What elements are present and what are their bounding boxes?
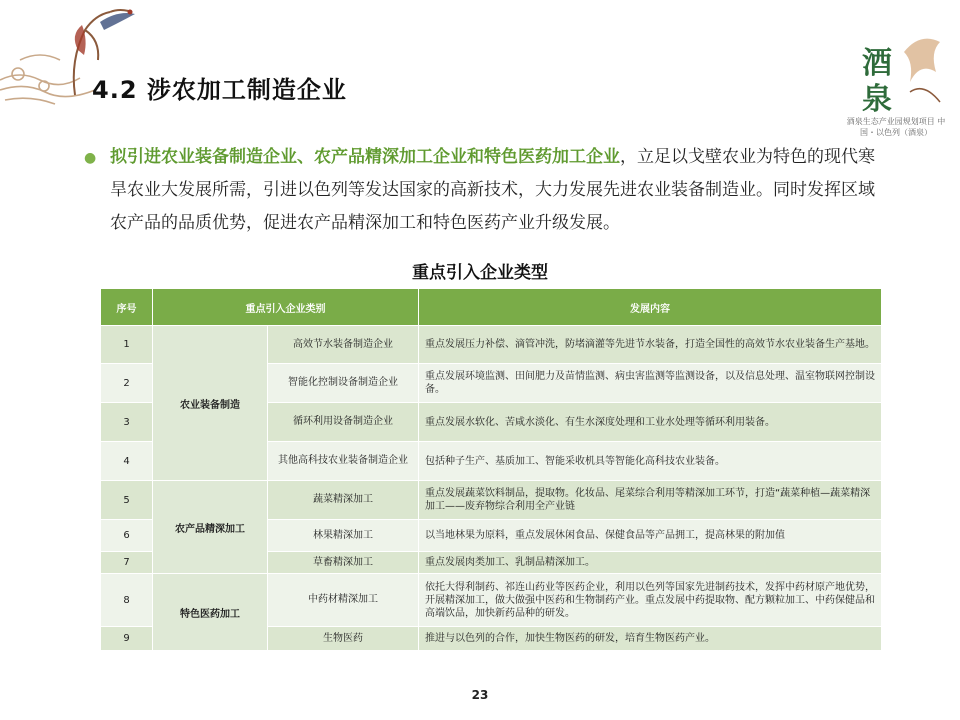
header-seq: 序号: [101, 289, 153, 326]
row-seq: 4: [101, 442, 153, 481]
page-number: 23: [471, 688, 489, 702]
intro-highlight: 拟引进农业装备制造企业、农产品精深加工企业和特色医药加工企业: [110, 147, 620, 167]
row-seq: 8: [101, 574, 153, 627]
row-description: 依托大得利制药、祁连山药业等医药企业，利用以色列等国家先进制药技术，发挥中药材原产地优势，开展精深加工，做大做强中医药和生物制药产业。重点发展中药提取物、配方颗粒加工、中药保健品和高端饮品，加快新药品种的研发。: [419, 574, 882, 627]
row-description: 重点发展环境监测、田间肥力及苗情监测、病虫害监测等监测设备，以及信息处理、温室物联网控制设备。: [419, 364, 882, 403]
group-agri-equipment: 农业装备制造: [153, 326, 268, 481]
row-description: 推进与以色列的合作，加快生物医药的研发，培育生物医药产业。: [419, 627, 882, 651]
row-description: 重点发展水软化、苦咸水淡化、有生水深度处理和工业水处理等循环利用装备。: [419, 403, 882, 442]
logo-char-quan: 泉: [862, 82, 892, 117]
logo-subtitle: 酒泉生态产业园规划项目 中国・以色列（酒泉）: [846, 117, 946, 137]
header-content: 发展内容: [419, 289, 882, 326]
row-subcategory: 林果精深加工: [268, 520, 419, 552]
group-medicine-processing: 特色医药加工: [153, 574, 268, 651]
row-subcategory: 其他高科技农业装备制造企业: [268, 442, 419, 481]
row-subcategory: 草畜精深加工: [268, 552, 419, 574]
table-title: 重点引入企业类型: [412, 263, 548, 283]
table-row: [101, 481, 882, 520]
enterprise-types-table: [100, 288, 882, 651]
row-description: 重点发展压力补偿、滴管冲洗，防堵滴灌等先进节水装备，打造全国性的高效节水农业装备生产基地。: [419, 326, 882, 364]
row-seq: 5: [101, 481, 153, 520]
row-seq: 2: [101, 364, 153, 403]
table-row: [101, 326, 882, 364]
row-description: 包括种子生产、基质加工、智能采收机具等智能化高科技农业装备。: [419, 442, 882, 481]
intro-paragraph: [110, 141, 886, 240]
table-row: [101, 574, 882, 627]
row-subcategory: 高效节水装备制造企业: [268, 326, 419, 364]
jiuquan-logo: [840, 28, 950, 158]
row-seq: 7: [101, 552, 153, 574]
flying-apsara-icon: [900, 32, 948, 122]
group-produce-processing: 农产品精深加工: [153, 481, 268, 574]
row-seq: 9: [101, 627, 153, 651]
section-title: 涉农加工制造企业: [146, 76, 347, 104]
row-description: 重点发展蔬菜饮料制品，提取物。化妆品、尾菜综合利用等精深加工环节，打造“蔬菜种植—蔬菜精深加工——废弃物综合利用全产业链: [419, 481, 882, 520]
page-title: [92, 70, 347, 105]
header-category: 重点引入企业类别: [153, 289, 419, 326]
row-subcategory: 智能化控制设备制造企业: [268, 364, 419, 403]
bullet-dot: ●: [84, 150, 97, 166]
row-subcategory: 生物医药: [268, 627, 419, 651]
table-header-row: [101, 289, 882, 326]
row-subcategory: 中药材精深加工: [268, 574, 419, 627]
row-seq: 3: [101, 403, 153, 442]
intro-body: ，立足以戈壁农业为特色的现代寒旱农业大发展所需，引进以色列等发达国家的高新技术，大力发展先进农业装备制造业。同时发挥区域农产品的品质优势，促进农产品精深加工和特色医药产业升级发展。: [110, 147, 875, 233]
row-description: 重点发展肉类加工、乳制品精深加工。: [419, 552, 882, 574]
row-subcategory: 蔬菜精深加工: [268, 481, 419, 520]
row-seq: 1: [101, 326, 153, 364]
row-subcategory: 循环利用设备制造企业: [268, 403, 419, 442]
row-description: 以当地林果为原料，重点发展休闲食品、保健食品等产品拥工，提高林果的附加值: [419, 520, 882, 552]
logo-char-jiu: 酒: [862, 46, 892, 81]
section-number: 4.2: [92, 76, 138, 104]
row-seq: 6: [101, 520, 153, 552]
